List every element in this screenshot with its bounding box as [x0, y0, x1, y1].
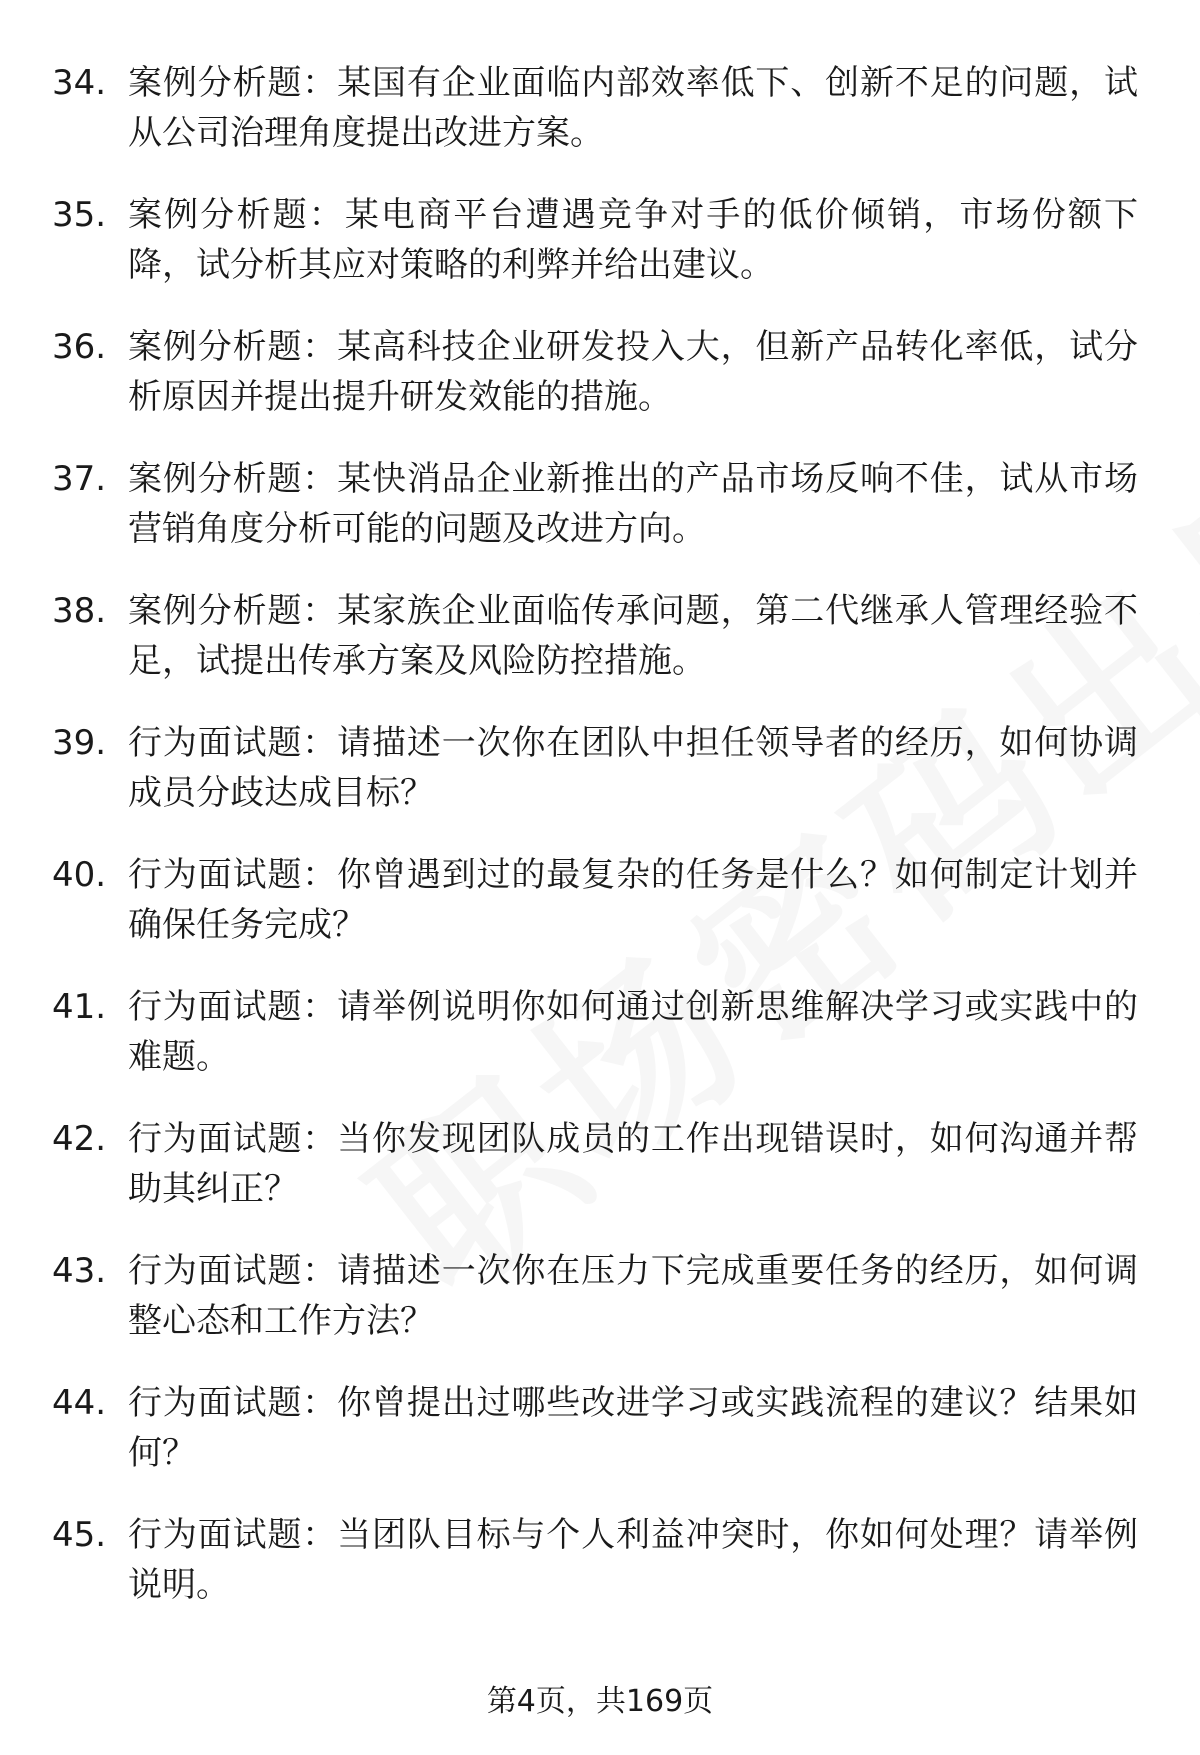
question-item: [0, 850, 1200, 982]
question-item: [0, 454, 1200, 586]
question-item: [0, 982, 1200, 1114]
question-text: 行为面试题：请描述一次你在团队中担任领导者的经历，如何协调成员分歧达成目标？: [128, 723, 1138, 813]
question-item: [0, 586, 1200, 718]
question-text: 行为面试题：请描述一次你在压力下完成重要任务的经历，如何调整心态和工作方法？: [128, 1251, 1138, 1341]
question-list: [0, 58, 1200, 1642]
question-item: [0, 322, 1200, 454]
question-number: 39.: [52, 723, 107, 763]
question-text: 案例分析题：某国有企业面临内部效率低下、创新不足的问题，试从公司治理角度提出改进方案。: [128, 63, 1138, 153]
question-item: [0, 1378, 1200, 1510]
question-item: [0, 1246, 1200, 1378]
question-number: 45.: [52, 1515, 107, 1555]
question-number: 38.: [52, 591, 107, 631]
question-number: 37.: [52, 459, 107, 499]
question-text: 行为面试题：当团队目标与个人利益冲突时，你如何处理？请举例说明。: [128, 1515, 1138, 1605]
question-number: 43.: [52, 1251, 107, 1291]
question-text: 案例分析题：某家族企业面临传承问题，第二代继承人管理经验不足，试提出传承方案及风险防控措施。: [128, 591, 1138, 681]
question-number: 34.: [52, 63, 107, 103]
question-text: 案例分析题：某快消品企业新推出的产品市场反响不佳，试从市场营销角度分析可能的问题及改进方向。: [128, 459, 1138, 549]
page-footer: 第4页，共169页: [486, 1684, 714, 1719]
question-item: [0, 1114, 1200, 1246]
question-item: [0, 718, 1200, 850]
question-item: [0, 1510, 1200, 1642]
question-text: 行为面试题：你曾提出过哪些改进学习或实践流程的建议？结果如何？: [128, 1383, 1138, 1473]
question-item: [0, 58, 1200, 190]
question-text: 行为面试题：当你发现团队成员的工作出现错误时，如何沟通并帮助其纠正？: [128, 1119, 1138, 1209]
question-number: 41.: [52, 987, 107, 1027]
question-text: 案例分析题：某电商平台遭遇竞争对手的低价倾销，市场份额下降，试分析其应对策略的利弊并给出建议。: [128, 195, 1138, 285]
question-item: [0, 190, 1200, 322]
question-number: 36.: [52, 327, 107, 367]
question-number: 40.: [52, 855, 107, 895]
question-number: 35.: [52, 195, 107, 235]
question-text: 行为面试题：请举例说明你如何通过创新思维解决学习或实践中的难题。: [128, 987, 1138, 1077]
question-number: 42.: [52, 1119, 107, 1159]
question-text: 案例分析题：某高科技企业研发投入大，但新产品转化率低，试分析原因并提出提升研发效能的措施。: [128, 327, 1138, 417]
question-number: 44.: [52, 1383, 107, 1423]
question-text: 行为面试题：你曾遇到过的最复杂的任务是什么？如何制定计划并确保任务完成？: [128, 855, 1138, 945]
